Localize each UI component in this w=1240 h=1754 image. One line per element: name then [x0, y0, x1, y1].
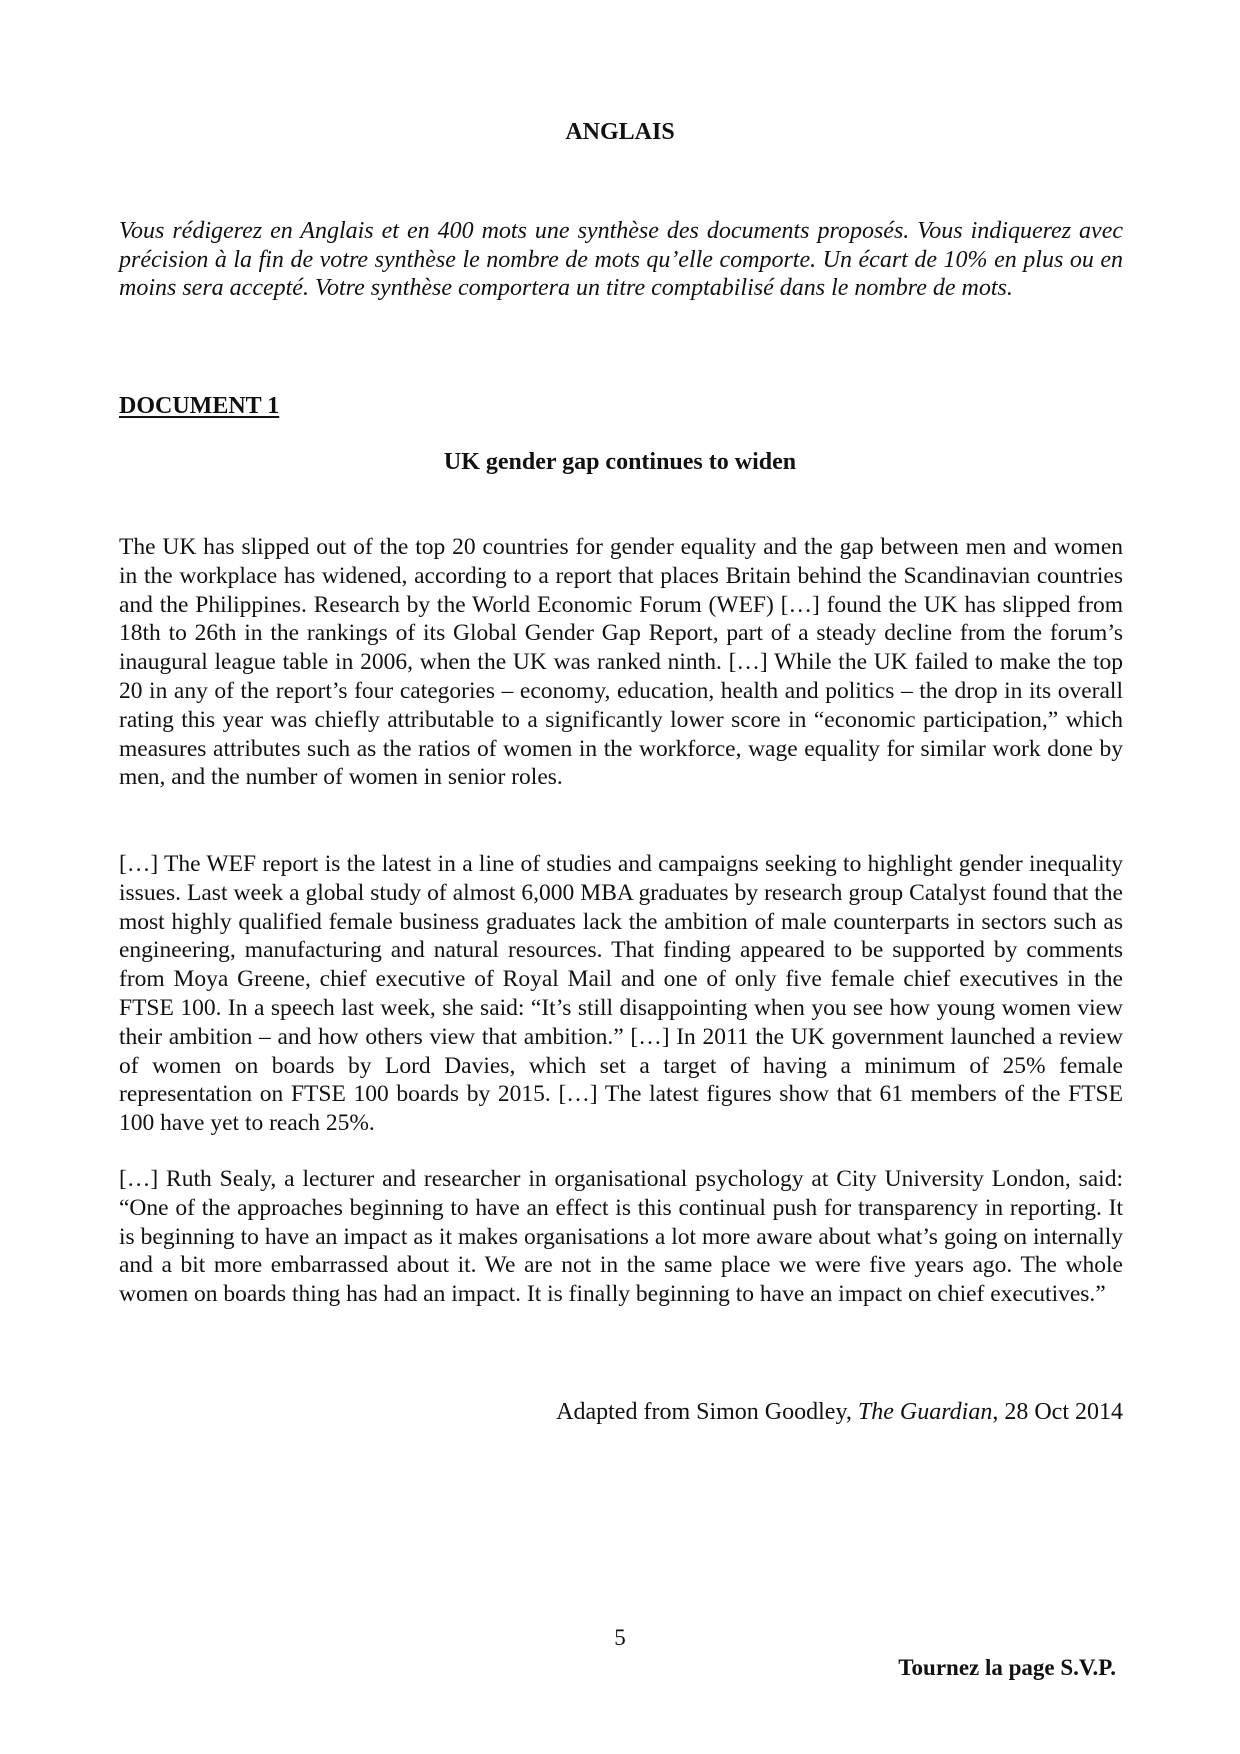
source-publication: The Guardian	[857, 1399, 993, 1425]
article-title: UK gender gap continues to widen	[443, 449, 797, 475]
article-paragraph-3: […] Ruth Sealy, a lecturer and researcher in organisational psychology at City University London, said: “One of the approaches beginning to have an effect is this continual push for transparency in reporting. It is beginning to have an impact as it makes organisations a lot more aware about what’s going on internally and a bit more embarrassed about it. We are not in the same place we were five years ago. The whole women on boards thing has had an impact. It is finally beginning to have an impact on chief executives.”	[119, 1166, 1123, 1308]
page-number: 5	[614, 1625, 626, 1650]
document-label: DOCUMENT 1	[119, 393, 280, 419]
subject-heading: ANGLAIS	[565, 119, 675, 145]
article-paragraph-1: The UK has slipped out of the top 20 countries for gender equality and the gap between men and women in the workplace has widened, according to a report that places Britain behind the Scandinavian countries and the Philippines. Research by the World Economic Forum (WEF) […] found the UK has slipped from 18th to 26th in the rankings of its Global Gender Gap Report, part of a steady decline from the forum’s inaugural league table in 2006, when the UK was ranked ninth. […] While the UK failed to make the top 20 in any of the report’s four categories – economy, education, health and politics – the drop in its overall rating this year was chiefly attributable to a significantly lower score in “economic participation,” which measures attributes such as the ratios of women in the workforce, wage equality for similar work done by men, and the number of women in senior roles.	[119, 534, 1123, 791]
turn-page-notice: Tournez la page S.V.P.	[898, 1655, 1116, 1680]
source-date: , 28 Oct 2014	[992, 1399, 1123, 1425]
instructions-text: Vous rédigerez en Anglais et en 400 mots une synthèse des documents proposés. Vous indiquerez avec précision à la fin de votre synthèse le nombre de mots qu’elle comporte. Un écart de 10% en plus ou en moins sera accepté. Votre synthèse comportera un titre comptabilisé dans le nombre de mots.	[119, 218, 1123, 302]
source-prefix: Adapted from Simon Goodley,	[556, 1399, 858, 1425]
article-paragraph-2: […] The WEF report is the latest in a line of studies and campaigns seeking to highlight gender inequality issues. Last week a global study of almost 6,000 MBA graduates by research group Catalyst found that the most highly qualified female business graduates lack the ambition of male counterparts in sectors such as engineering, manufacturing and natural resources. That finding appeared to be supported by comments from Moya Greene, chief executive of Royal Mail and one of only five female chief executives in the FTSE 100. In a speech last week, she said: “It’s still disappointing when you see how young women view their ambition – and how others view that ambition.” […] In 2011 the UK government launched a review of women on boards by Lord Davies, which set a target of having a minimum of 25% female representation on FTSE 100 boards by 2015. […] The latest figures show that 61 members of the FTSE 100 have yet to reach 25%.	[119, 851, 1123, 1137]
source-citation	[556, 1396, 1123, 1428]
